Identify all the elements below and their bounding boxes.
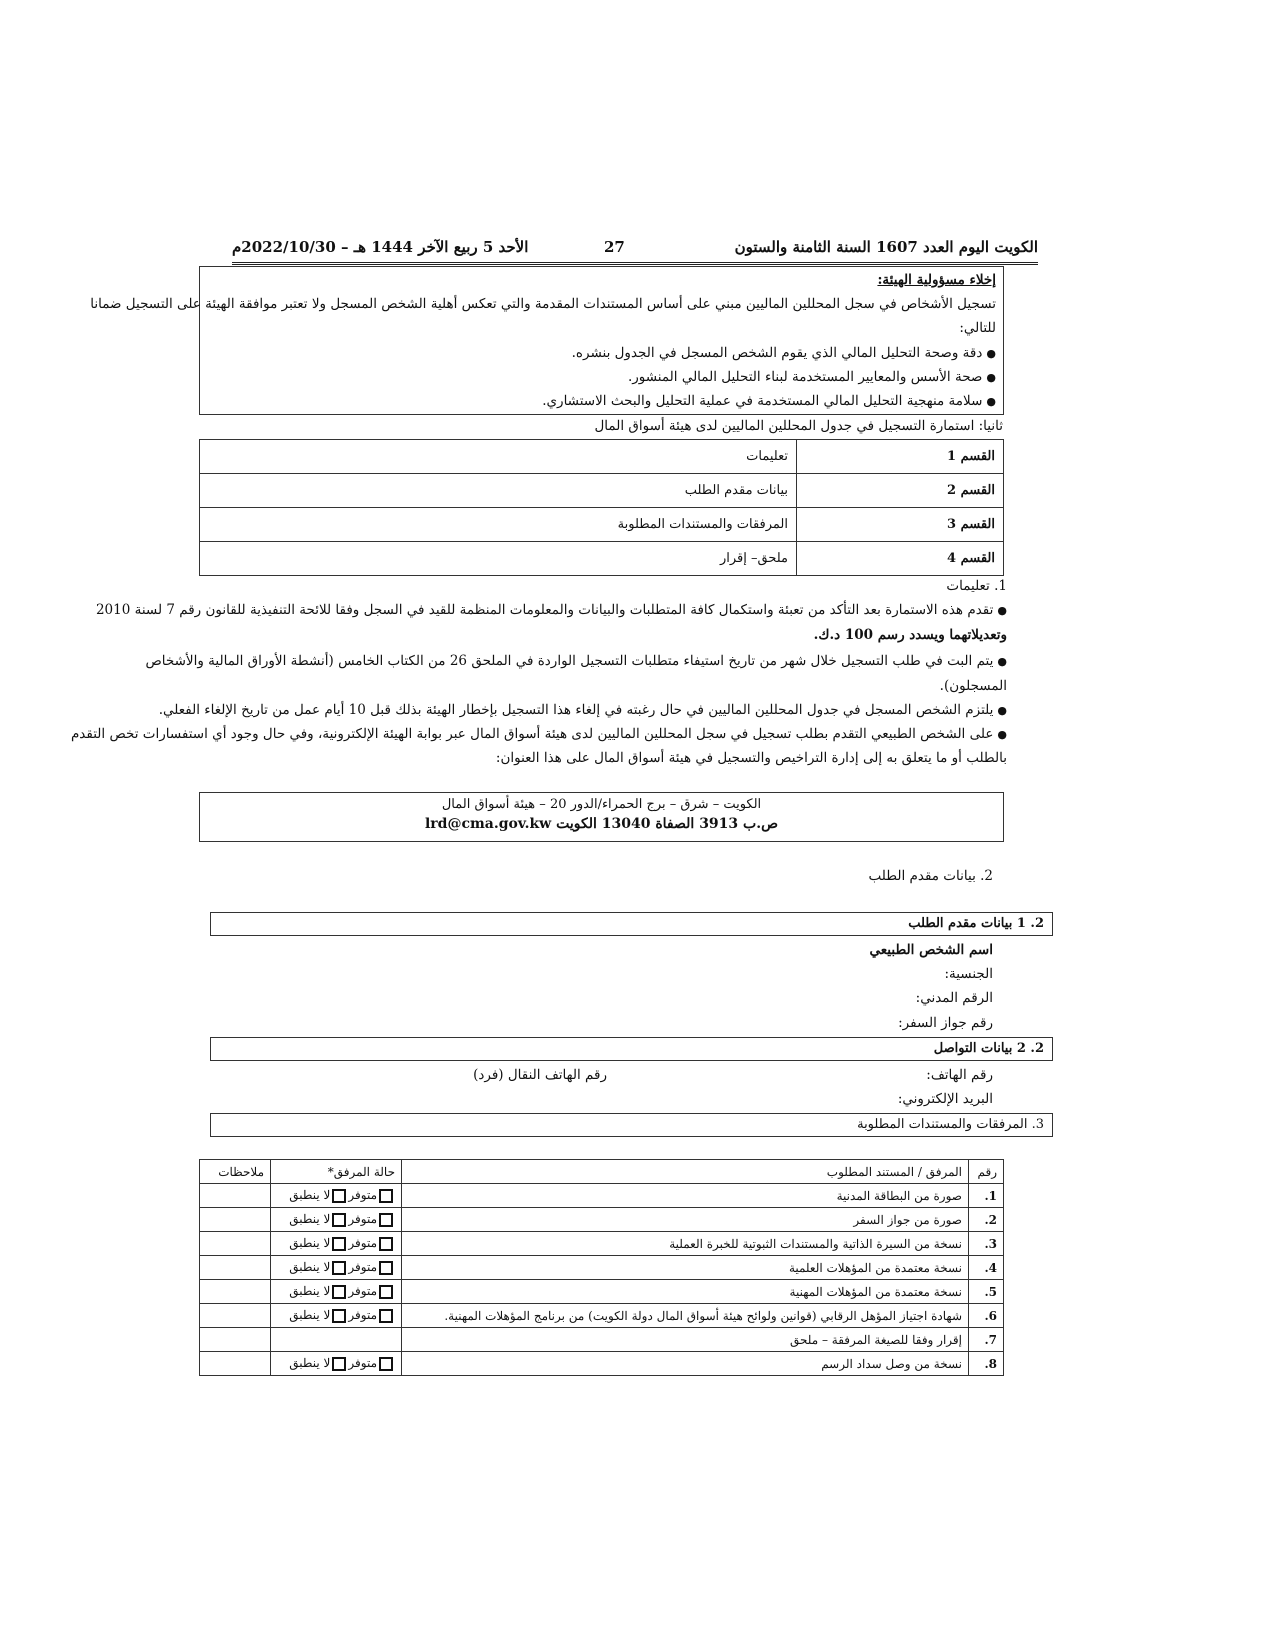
row-document: صورة من جواز السفر: [402, 1208, 969, 1232]
checkbox-icon[interactable]: [332, 1357, 346, 1371]
checkbox-label: متوفر: [348, 1284, 377, 1299]
checkbox-icon[interactable]: [379, 1213, 393, 1227]
row-document: نسخة معتمدة من المؤهلات العلمية: [402, 1256, 969, 1280]
row-status: [271, 1256, 402, 1280]
not-applicable-checkbox[interactable]: [289, 1308, 348, 1322]
checkbox-label: متوفر: [348, 1260, 377, 1275]
checkbox-icon[interactable]: [379, 1357, 393, 1371]
checkbox-label: متوفر: [348, 1356, 377, 1371]
phone-label: رقم الهاتف:: [926, 1067, 993, 1083]
address-line1: الكويت – شرق – برج الحمراء/الدور 20 – هيئة أسواق المال: [441, 797, 762, 812]
row-document: إقرار وفقا للصيغة المرفقة – ملحق: [402, 1328, 969, 1352]
checkbox-icon[interactable]: [332, 1261, 346, 1275]
row-number: 8.: [969, 1352, 1004, 1376]
applicant-subheading-bar: [210, 912, 1053, 936]
col-num: رقم: [969, 1160, 1004, 1184]
table-row: [200, 440, 1004, 474]
address-line2[interactable]: ص.ب 3913 الصفاة 13040 الكويت lrd@cma.gov.kw: [424, 816, 779, 832]
instruction-para: ●تقدم هذه الاستمارة بعد التأكد من تعبئة واستكمال كافة المتطلبات والبيانات والمعلومات المنظمة للقيد في السجل وفقا للائحة التنفيذية للقانون رقم 7 لسنة 2010: [95, 602, 1007, 618]
row-document: صورة من البطاقة المدنية: [402, 1184, 969, 1208]
instruction-para-cont: وتعديلاتهما ويسدد رسم 100 د.ك.: [813, 627, 1007, 643]
row-number: 2.: [969, 1208, 1004, 1232]
section-desc: بيانات مقدم الطلب: [200, 474, 797, 508]
row-notes[interactable]: [200, 1208, 271, 1232]
table-row: [200, 474, 1004, 508]
sections-table: [199, 439, 1004, 576]
not-applicable-checkbox[interactable]: [289, 1260, 348, 1274]
table-row: [200, 508, 1004, 542]
row-number: 7.: [969, 1328, 1004, 1352]
checkbox-label: لا ينطبق: [289, 1284, 331, 1299]
disclaimer-bullet: ●سلامة منهجية التحليل المالي المستخدمة في عملية التحليل والبحث الاستشاري.: [542, 393, 996, 409]
email-label: البريد الإلكتروني:: [897, 1091, 993, 1107]
available-checkbox[interactable]: [348, 1260, 395, 1274]
row-notes[interactable]: [200, 1304, 271, 1328]
checkbox-icon[interactable]: [379, 1261, 393, 1275]
checkbox-label: متوفر: [348, 1188, 377, 1203]
instruction-para: ●على الشخص الطبيعي التقدم بطلب تسجيل في سجل المحللين الماليين لدى هيئة أسواق المال عبر بوابة الهيئة الإلكترونية، وفي حال وجود أي استفسارات تخص التقدم: [70, 726, 1007, 742]
instruction-para-cont: بالطلب أو ما يتعلق به إلى إدارة التراخيص والتسجيل في هيئة أسواق المال على هذا العنوان:: [495, 750, 1007, 766]
row-status: [271, 1232, 402, 1256]
header-page-number: 27: [604, 238, 625, 256]
row-status: [271, 1328, 402, 1352]
contact-sub2: 2. 2 بيانات التواصل: [933, 1041, 1044, 1056]
row-notes[interactable]: [200, 1256, 271, 1280]
table-row: [200, 1208, 1004, 1232]
row-document: نسخة معتمدة من المؤهلات المهنية: [402, 1280, 969, 1304]
section-desc: المرفقات والمستندات المطلوبة: [200, 508, 797, 542]
nationality-label: الجنسية:: [944, 966, 993, 982]
not-applicable-checkbox[interactable]: [289, 1236, 348, 1250]
attachments-heading-bar: [210, 1113, 1053, 1137]
civil-id-label: الرقم المدني:: [915, 990, 993, 1006]
checkbox-icon[interactable]: [379, 1189, 393, 1203]
not-applicable-checkbox[interactable]: [289, 1188, 348, 1202]
section-name: القسم 2: [797, 474, 1004, 508]
checkbox-label: لا ينطبق: [289, 1212, 331, 1227]
row-notes[interactable]: [200, 1328, 271, 1352]
row-notes[interactable]: [200, 1184, 271, 1208]
row-number: 3.: [969, 1232, 1004, 1256]
table-row: [200, 1280, 1004, 1304]
instruction-para: ●يتم البت في طلب التسجيل خلال شهر من تاريخ استيفاء متطلبات التسجيل الواردة في الملحق 26 من الكتاب الخامس (أنشطة الأوراق المالية والأشخاص: [145, 653, 1007, 669]
checkbox-label: متوفر: [348, 1212, 377, 1227]
applicant-sub1: 2. 1 بيانات مقدم الطلب: [908, 916, 1044, 931]
row-number: 1.: [969, 1184, 1004, 1208]
not-applicable-checkbox[interactable]: [289, 1356, 348, 1370]
disclaimer-line1: تسجيل الأشخاص في سجل المحللين الماليين مبني على أساس المستندات المقدمة والتي تعكس أهلية الشخص المسجل ولا تعتبر موافقة الهيئة على التسجيل ضمانا: [90, 296, 996, 312]
available-checkbox[interactable]: [348, 1212, 395, 1226]
checkbox-label: لا ينطبق: [289, 1188, 331, 1203]
not-applicable-checkbox[interactable]: [289, 1284, 348, 1298]
available-checkbox[interactable]: [348, 1308, 395, 1322]
table-row: [200, 542, 1004, 576]
checkbox-icon[interactable]: [379, 1285, 393, 1299]
available-checkbox[interactable]: [348, 1356, 395, 1370]
disclaimer-bullet: ●دقة وصحة التحليل المالي الذي يقوم الشخص المسجل في الجدول بنشره.: [571, 345, 996, 361]
table-row: [200, 1328, 1004, 1352]
table-row: [200, 1256, 1004, 1280]
table-row: [200, 1304, 1004, 1328]
checkbox-icon[interactable]: [379, 1309, 393, 1323]
row-status: [271, 1208, 402, 1232]
checkbox-icon[interactable]: [332, 1237, 346, 1251]
instruction-para: ●يلتزم الشخص المسجل في جدول المحللين الماليين في حال رغبته في إلغاء هذا التسجيل بإخطار الهيئة بذلك قبل 10 أيام عمل من تاريخ الإلغاء الفعلي.: [158, 702, 1007, 718]
row-number: 6.: [969, 1304, 1004, 1328]
checkbox-label: لا ينطبق: [289, 1356, 331, 1371]
checkbox-icon[interactable]: [379, 1237, 393, 1251]
address-box: [199, 792, 1004, 842]
row-document: شهادة اجتياز المؤهل الرقابي (قوانين ولوائح هيئة أسواق المال دولة الكويت) من برنامج المؤهلات المهنية.: [402, 1304, 969, 1328]
section-name: القسم 4: [797, 542, 1004, 576]
row-status: [271, 1352, 402, 1376]
not-applicable-checkbox[interactable]: [289, 1212, 348, 1226]
section-name: القسم 3: [797, 508, 1004, 542]
disclaimer-bullet: ●صحة الأسس والمعايير المستخدمة لبناء التحليل المالي المنشور.: [627, 369, 996, 385]
row-document: نسخة من وصل سداد الرسم: [402, 1352, 969, 1376]
section-desc: تعليمات: [200, 440, 797, 474]
row-number: 4.: [969, 1256, 1004, 1280]
row-status: [271, 1280, 402, 1304]
section-desc: ملحق– إقرار: [200, 542, 797, 576]
table-row: [200, 1232, 1004, 1256]
header-date: الأحد 5 ربيع الآخر 1444 هـ – 2022/10/30م: [232, 238, 529, 256]
checkbox-icon[interactable]: [332, 1309, 346, 1323]
row-notes[interactable]: [200, 1352, 271, 1376]
header-publication: الكويت اليوم العدد 1607 السنة الثامنة والستون: [734, 238, 1038, 256]
contact-subheading-bar: [210, 1037, 1053, 1061]
disclaimer-box: [90, 266, 1004, 415]
available-checkbox[interactable]: [348, 1284, 395, 1298]
row-document: نسخة من السيرة الذاتية والمستندات الثبوتية للخبرة العملية: [402, 1232, 969, 1256]
instructions-heading: 1. تعليمات: [946, 578, 1007, 594]
section-name: القسم 1: [797, 440, 1004, 474]
col-notes: ملاحظات: [200, 1160, 271, 1184]
passport-label: رقم جواز السفر:: [898, 1015, 993, 1031]
table-header-row: [200, 1160, 1004, 1184]
row-notes[interactable]: [200, 1280, 271, 1304]
disclaimer-line2: للتالي:: [959, 320, 996, 336]
row-status: [271, 1304, 402, 1328]
applicant-heading: 2. بيانات مقدم الطلب: [868, 868, 993, 884]
row-number: 5.: [969, 1280, 1004, 1304]
checkbox-icon[interactable]: [332, 1189, 346, 1203]
attachments-heading: 3. المرفقات والمستندات المطلوبة: [857, 1117, 1044, 1132]
mobile-label: رقم الهاتف النقال (فرد): [473, 1067, 607, 1083]
checkbox-label: متوفر: [348, 1236, 377, 1251]
checkbox-label: متوفر: [348, 1308, 377, 1323]
available-checkbox[interactable]: [348, 1188, 395, 1202]
checkbox-label: لا ينطبق: [289, 1308, 331, 1323]
name-label: اسم الشخص الطبيعي: [869, 942, 993, 958]
page-header: [232, 238, 1038, 265]
table-row: [200, 1184, 1004, 1208]
disclaimer-title: إخلاء مسؤولية الهيئة:: [877, 272, 996, 288]
row-status: [271, 1184, 402, 1208]
form-title: ثانيا: استمارة التسجيل في جدول المحللين الماليين لدى هيئة أسواق المال: [594, 418, 1003, 434]
checkbox-label: لا ينطبق: [289, 1236, 331, 1251]
checkbox-icon[interactable]: [332, 1285, 346, 1299]
col-status: حالة المرفق*: [271, 1160, 402, 1184]
row-notes[interactable]: [200, 1232, 271, 1256]
col-doc: المرفق / المستند المطلوب: [402, 1160, 969, 1184]
checkbox-label: لا ينطبق: [289, 1260, 331, 1275]
table-row: [200, 1352, 1004, 1376]
attachments-table: [199, 1159, 1004, 1376]
available-checkbox[interactable]: [348, 1236, 395, 1250]
checkbox-icon[interactable]: [332, 1213, 346, 1227]
instruction-para-cont: المسجلون).: [939, 678, 1007, 694]
